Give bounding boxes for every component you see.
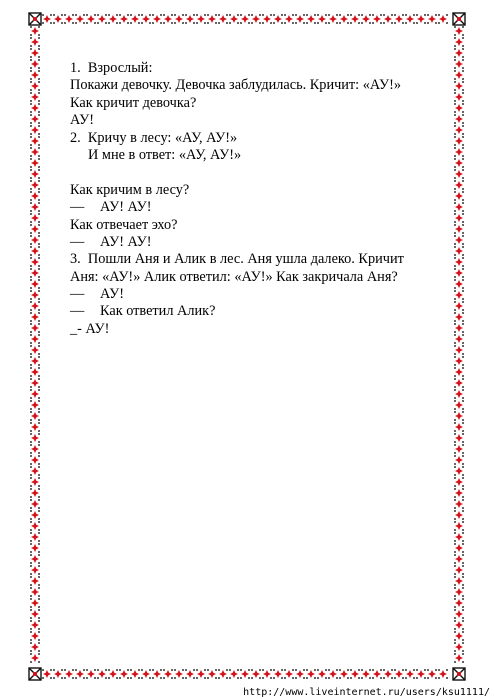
ornament-motif — [30, 444, 40, 454]
ornament-motif — [251, 14, 261, 24]
ornament-motif — [383, 14, 393, 24]
ornament-motif — [454, 235, 464, 245]
ornament-motif — [339, 14, 349, 24]
ornament-motif — [454, 653, 464, 663]
ornament-motif — [30, 180, 40, 190]
ornament-motif — [207, 14, 217, 24]
dialogue-text: АУ! АУ! — [100, 199, 152, 216]
ornament-motif — [30, 367, 40, 377]
ornament-motif — [454, 81, 464, 91]
ornament-motif — [454, 114, 464, 124]
ornament-motif — [30, 136, 40, 146]
ornament-motif — [30, 290, 40, 300]
ornament-motif — [454, 620, 464, 630]
ornament-motif — [454, 521, 464, 531]
ornament-motif — [454, 246, 464, 256]
ornament-motif — [207, 669, 217, 679]
ornament-motif — [30, 312, 40, 322]
ornament-motif — [328, 669, 338, 679]
ornament-motif — [454, 422, 464, 432]
ornament-motif — [454, 312, 464, 322]
ornament-motif — [240, 14, 250, 24]
ornament-motif — [53, 14, 63, 24]
ornament-motif — [30, 37, 40, 47]
ornament-motif — [30, 279, 40, 289]
ornament-motif — [306, 14, 316, 24]
dialogue-text: Как ответил Алик? — [100, 303, 216, 320]
ornament-motif — [30, 334, 40, 344]
dialogue-text: АУ! — [100, 286, 124, 303]
ornament-motif — [30, 532, 40, 542]
dialogue-line — [70, 199, 440, 216]
document-body — [70, 60, 440, 338]
ornament-motif — [53, 669, 63, 679]
ornament-motif — [284, 14, 294, 24]
ornament-motif — [108, 669, 118, 679]
ornament-motif — [295, 14, 305, 24]
ornament-motif — [454, 169, 464, 179]
ornament-corner — [29, 668, 41, 680]
ornament-motif — [240, 669, 250, 679]
ornament-motif — [174, 669, 184, 679]
ornament-motif — [317, 669, 327, 679]
ornament-motif — [454, 147, 464, 157]
ornament-motif — [454, 158, 464, 168]
ornament-motif — [383, 669, 393, 679]
ornament-motif — [454, 631, 464, 641]
ornament-motif — [30, 378, 40, 388]
ornament-motif — [30, 411, 40, 421]
ornament-motif — [30, 642, 40, 652]
ornament-motif — [454, 92, 464, 102]
ornament-motif — [438, 14, 448, 24]
ornament-motif — [454, 543, 464, 553]
ornament-motif — [454, 565, 464, 575]
ornament-motif — [427, 14, 437, 24]
ornament-motif — [229, 669, 239, 679]
ornament-motif — [185, 14, 195, 24]
ornament-motif — [30, 191, 40, 201]
dash-mark: — — [70, 199, 85, 216]
ornament-motif — [64, 669, 74, 679]
ornament-motif — [30, 202, 40, 212]
ornament-motif — [454, 598, 464, 608]
ornament-motif — [30, 620, 40, 630]
ornament-motif — [30, 543, 40, 553]
dash-mark: — — [70, 233, 85, 250]
ornament-motif — [454, 400, 464, 410]
text-line: Как кричим в лесу? — [70, 181, 190, 198]
ornament-motif — [454, 488, 464, 498]
ornament-motif — [284, 669, 294, 679]
ornament-motif — [454, 389, 464, 399]
ornament-motif — [454, 103, 464, 113]
ornament-motif — [454, 587, 464, 597]
ornament-motif — [30, 609, 40, 619]
ornament-motif — [196, 14, 206, 24]
ornament-motif — [454, 290, 464, 300]
ornament-motif — [30, 323, 40, 333]
ornament-motif — [454, 213, 464, 223]
ornament-motif — [350, 14, 360, 24]
ornament-motif — [30, 565, 40, 575]
ornament-motif — [30, 499, 40, 509]
ornament-motif — [152, 14, 162, 24]
ornament-motif — [30, 477, 40, 487]
ornament-motif — [42, 669, 52, 679]
ornament-motif — [454, 477, 464, 487]
ornament-motif — [141, 14, 151, 24]
ornament-motif — [130, 669, 140, 679]
ornament-motif — [454, 224, 464, 234]
ornament-motif — [372, 14, 382, 24]
ornament-motif — [262, 14, 272, 24]
ornament-motif — [218, 669, 228, 679]
ornament-motif — [350, 669, 360, 679]
ornament-motif — [454, 257, 464, 267]
ornament-motif — [328, 14, 338, 24]
ornament-motif — [454, 301, 464, 311]
ornament-motif — [372, 669, 382, 679]
text-line: Аня: «АУ!» Алик ответил: «АУ!» Как закричала Аня? — [70, 268, 398, 285]
ornament-motif — [30, 268, 40, 278]
ornament-motif — [454, 378, 464, 388]
ornament-corner — [29, 13, 41, 25]
ornament-motif — [454, 70, 464, 80]
ornament-motif — [405, 669, 415, 679]
ornament-motif — [174, 14, 184, 24]
ornament-motif — [30, 103, 40, 113]
ornament-motif — [262, 669, 272, 679]
ornament-motif — [30, 587, 40, 597]
ornament-motif — [229, 14, 239, 24]
ornament-motif — [30, 400, 40, 410]
ornament-motif — [218, 14, 228, 24]
ornament-motif — [295, 669, 305, 679]
ornament-motif — [196, 669, 206, 679]
ornament-motif — [30, 125, 40, 135]
ornament-motif — [141, 669, 151, 679]
ornament-corner — [453, 668, 465, 680]
ornament-motif — [185, 669, 195, 679]
ornament-motif — [454, 136, 464, 146]
ornament-motif — [97, 14, 107, 24]
ornament-motif — [75, 669, 85, 679]
ornament-motif — [454, 268, 464, 278]
ornament-motif — [30, 433, 40, 443]
ornament-motif — [30, 246, 40, 256]
ornament-motif — [163, 14, 173, 24]
ornament-motif — [30, 158, 40, 168]
ornament-motif — [405, 14, 415, 24]
ornament-motif — [30, 257, 40, 267]
ornament-motif — [30, 169, 40, 179]
text-line: Покажи девочку. Девочка заблудилась. Кричит: «АУ!» — [70, 77, 401, 94]
ornament-motif — [361, 669, 371, 679]
ornament-motif — [30, 521, 40, 531]
ornament-motif — [454, 345, 464, 355]
ornament-motif — [454, 125, 464, 135]
ornament-motif — [454, 48, 464, 58]
ornament-motif — [416, 669, 426, 679]
ornament-motif — [119, 669, 129, 679]
ornament-motif — [30, 345, 40, 355]
ornament-motif — [454, 37, 464, 47]
ornament-motif — [30, 631, 40, 641]
ornament-motif — [30, 488, 40, 498]
ornament-motif — [416, 14, 426, 24]
text-line: 3. Пошли Аня и Алик в лес. Аня ушла далеко. Кричит — [70, 251, 404, 268]
ornament-motif — [454, 323, 464, 333]
ornament-motif — [454, 356, 464, 366]
ornament-motif — [454, 433, 464, 443]
ornament-motif — [30, 147, 40, 157]
ornament-motif — [454, 609, 464, 619]
ornament-motif — [273, 669, 283, 679]
dialogue-line — [70, 286, 440, 303]
ornament-motif — [317, 14, 327, 24]
text-line: Как кричит девочка? — [70, 94, 197, 111]
ornament-motif — [454, 334, 464, 344]
ornament-motif — [454, 59, 464, 69]
ornament-motif — [454, 279, 464, 289]
ornament-motif — [30, 389, 40, 399]
ornament-motif — [251, 669, 261, 679]
text-line: 1. Взрослый: — [70, 60, 153, 76]
ornament-motif — [163, 669, 173, 679]
ornament-motif — [30, 224, 40, 234]
ornament-motif — [30, 114, 40, 124]
text-line: Как отвечает эхо? — [70, 216, 178, 233]
ornament-motif — [30, 356, 40, 366]
ornament-motif — [454, 455, 464, 465]
blank-line — [70, 164, 440, 181]
ornament-motif — [86, 14, 96, 24]
ornament-motif — [97, 669, 107, 679]
ornament-motif — [361, 14, 371, 24]
ornament-motif — [30, 598, 40, 608]
ornament-motif — [273, 14, 283, 24]
dash-mark: — — [70, 303, 85, 320]
ornament-motif — [454, 367, 464, 377]
ornament-motif — [339, 669, 349, 679]
ornament-motif — [454, 444, 464, 454]
text-line: _- АУ! — [70, 320, 110, 337]
dialogue-text: АУ! АУ! — [100, 233, 152, 250]
ornament-motif — [30, 213, 40, 223]
ornament-motif — [454, 576, 464, 586]
watermark-url: http://www.liveinternet.ru/users/ksu1111/ — [243, 687, 490, 698]
text-line: АУ! — [70, 112, 94, 129]
ornament-motif — [30, 510, 40, 520]
ornament-motif — [427, 669, 437, 679]
ornament-motif — [30, 81, 40, 91]
ornament-motif — [30, 92, 40, 102]
ornament-motif — [30, 466, 40, 476]
ornament-motif — [454, 180, 464, 190]
ornament-motif — [119, 14, 129, 24]
ornament-motif — [75, 14, 85, 24]
ornament-motif — [86, 669, 96, 679]
ornament-motif — [30, 70, 40, 80]
ornament-motif — [30, 455, 40, 465]
ornament-motif — [30, 48, 40, 58]
ornament-motif — [454, 411, 464, 421]
ornament-motif — [454, 510, 464, 520]
ornament-corner — [453, 13, 465, 25]
ornament-motif — [454, 532, 464, 542]
ornament-motif — [30, 653, 40, 663]
ornament-motif — [306, 669, 316, 679]
ornament-motif — [454, 26, 464, 36]
ornament-motif — [30, 554, 40, 564]
ornament-motif — [30, 576, 40, 586]
ornament-motif — [454, 202, 464, 212]
ornament-motif — [454, 191, 464, 201]
ornament-motif — [394, 669, 404, 679]
ornament-motif — [454, 554, 464, 564]
ornament-motif — [30, 26, 40, 36]
ornament-motif — [438, 669, 448, 679]
ornament-motif — [108, 14, 118, 24]
ornament-motif — [454, 466, 464, 476]
ornament-motif — [454, 499, 464, 509]
dialogue-line — [70, 234, 440, 251]
ornament-motif — [30, 235, 40, 245]
ornament-motif — [64, 14, 74, 24]
ornament-motif — [30, 422, 40, 432]
ornament-motif — [30, 59, 40, 69]
ornament-motif — [42, 14, 52, 24]
dash-mark: — — [70, 286, 85, 303]
ornament-motif — [152, 669, 162, 679]
dialogue-line — [70, 303, 440, 320]
text-line: И мне в ответ: «АУ, АУ!» — [88, 146, 242, 163]
ornament-motif — [394, 14, 404, 24]
text-line: 2. Кричу в лесу: «АУ, АУ!» — [70, 129, 238, 146]
ornament-motif — [454, 642, 464, 652]
ornament-motif — [130, 14, 140, 24]
ornament-motif — [30, 301, 40, 311]
